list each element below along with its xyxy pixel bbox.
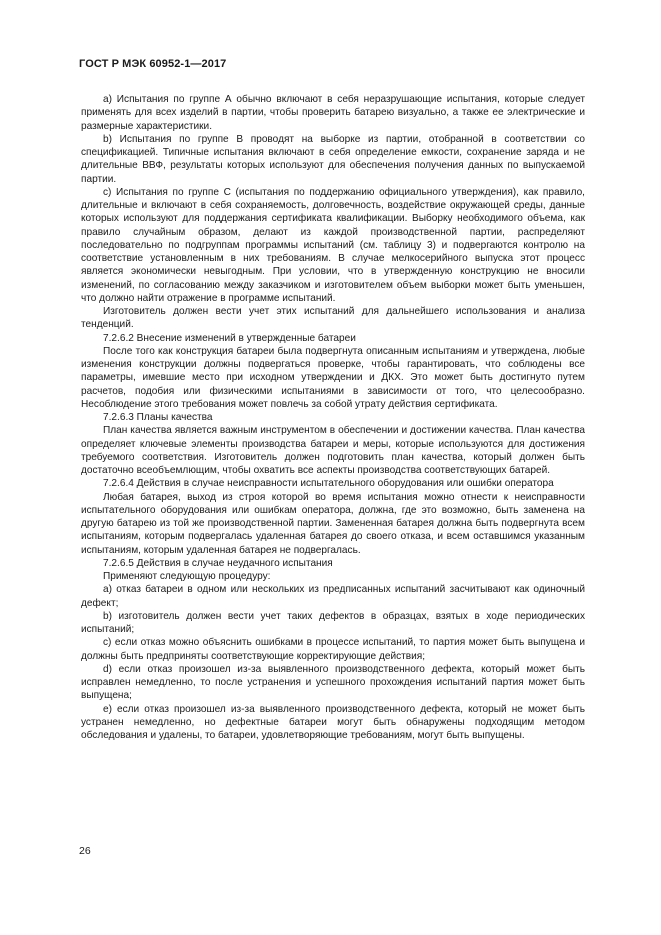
section-heading-7-2-6-5: 7.2.6.5 Действия в случае неудачного испытания (103, 557, 333, 569)
document-header: ГОСТ Р МЭК 60952-1—2017 (79, 58, 227, 70)
document-body (81, 93, 585, 742)
list-item-c: с) если отказ можно объяснить ошибками в процессе испытаний, то партия может быть выпущена и должны быть предприняты соответствующие корректирующие действия; (81, 637, 585, 662)
paragraph-procedure-intro: Применяют следующую процедуру: (103, 571, 271, 582)
page-number: 26 (79, 845, 91, 857)
paragraph-c-group-tests: с) Испытания по группе С (испытания по поддержанию официального утверждения), как правило, длительные и включают в себя сохраняемость, долговечность, воздействие окружающей среды, данные которых используют для поддержания сертификата квалификации. Выборку необходимого объема, как правило случайным образом, делают из каждой производственной партии, распределяют последовательно по подгруппам программы испытаний (см. таблицу 3) и подвергаются контролю на соответствие установленным в них требованиям. В случае мелкосерийного выпуска этот процесс является экономически невыгодным. При условии, что в утвержденную конструкцию не вносили изменений, по согласованию между заказчиком и изготовителем объем выборки может быть уменьшен, что должно найти отражение в программе испытаний. (81, 186, 585, 304)
paragraph-b-group-tests: b) Испытания по группе В проводят на выборке из партии, отобранной в соответствии со спецификацией. Типичные испытания включают в себя определение емкости, сохранение заряда и не длительные ВВФ, результаты которых используют для обеспечения получения данных по выпускаемой партии. (81, 133, 585, 185)
list-item-a: а) отказ батареи в одном или нескольких из предписанных испытаний засчитывают как одиночный дефект; (81, 584, 585, 609)
paragraph-equipment-failure: Любая батарея, выход из строя которой во время испытания можно отнести к неисправности испытательного оборудования или ошибкам оператора, должна, где это возможно, быть заменена на другую батарею из той же производственной партии. Замененная батарея должна быть подвергнута всем испытаниям, которым подвергалась удаленная батарея до своего отказа, и всем оставшимся указанным испытаниям, которым удаленная батарея не подвергалась. (81, 491, 585, 556)
list-item-e: е) если отказ произошел из-за выявленного производственного дефекта, который не может быть устранен немедленно, но дефектные батареи могут быть обнаружены подходящим методом обследования и удалены, то батареи, удовлетворяющие требованиям, могут быть выпущены. (81, 703, 585, 741)
section-heading-7-2-6-2: 7.2.6.2 Внесение изменений в утвержденные батареи (103, 332, 356, 344)
paragraph-quality-plans: План качества является важным инструментом в обеспечении и достижении качества. План качества определяет ключевые элементы производства батареи и меры, которые используются для достижения требуемого соответствия. Изготовитель должен подготовить план качества, который должен быть достаточно всеобъемлющим, чтобы охватить все аспекты производства соответствующих батарей. (81, 425, 585, 476)
section-heading-7-2-6-3: 7.2.6.3 Планы качества (103, 412, 213, 423)
paragraph-manufacturer-records: Изготовитель должен вести учет этих испытаний для дальнейшего использования и анализа тенденций. (81, 306, 585, 331)
list-item-b: b) изготовитель должен вести учет таких дефектов в образцах, взятых в ходе периодических испытаний; (81, 610, 585, 635)
paragraph-a-group-tests: а) Испытания по группе А обычно включают в себя неразрушающие испытания, которые следует применять для всех изделий в партии, чтобы проверить батарею визуально, а также ее электрические и размерные характеристики. (81, 94, 585, 132)
paragraph-design-changes: После того как конструкция батареи была подвергнута описанным испытаниям и утверждена, любые изменения конструкции должны подвергаться проверке, чтобы гарантировать, что соблюдены все параметры, имевшие место при исходном утверждении и ДКХ. Это может быть достигнуто путем расчетов, подобия или физическими испытаниями в зависимости от того, что целесообразно. Несоблюдение этого требования может повлечь за собой утрату действия сертификата. (81, 345, 585, 410)
list-item-d: d) если отказ произошел из-за выявленного производственного дефекта, который может быть исправлен немедленно, то после устранения и успешного прохождения испытаний партия может быть выпущена; (81, 663, 585, 702)
section-heading-7-2-6-4: 7.2.6.4 Действия в случае неисправности испытательного оборудования или ошибки оператора (103, 478, 554, 490)
